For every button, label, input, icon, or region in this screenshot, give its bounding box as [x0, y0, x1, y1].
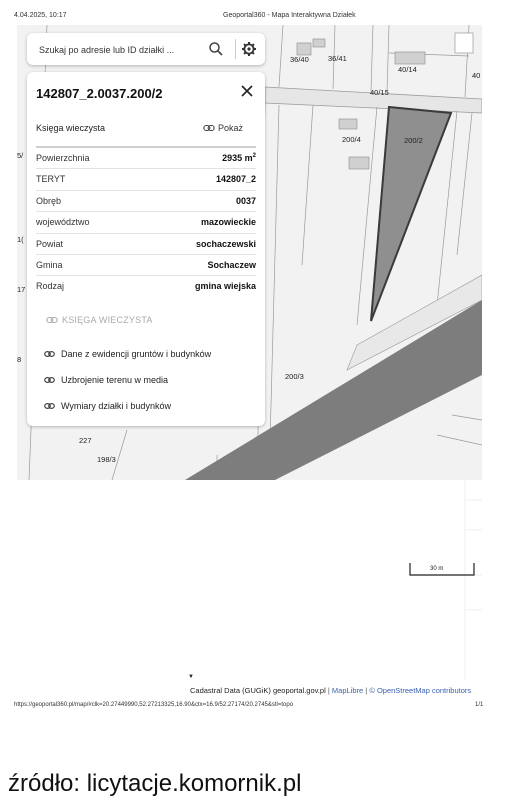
row-value: 142807_2: [215, 174, 256, 185]
parcel-label: 227: [79, 436, 92, 445]
row-label: Powierzchnia: [36, 153, 90, 163]
parcel-label: 198/3: [97, 455, 116, 464]
link-icon: [46, 316, 58, 324]
table-row: [36, 148, 256, 169]
table-row: [36, 234, 256, 255]
row-value: gmina wiejska: [194, 281, 256, 292]
row-value: 0037: [235, 195, 256, 206]
parcel-label: 36/40: [290, 55, 309, 64]
link-dimensions[interactable]: [44, 401, 171, 411]
parcel-label: 200/2: [404, 136, 423, 145]
scale-label: 30 m: [430, 566, 444, 572]
map-blank-area: [17, 480, 482, 680]
print-url: https://geoportal360.pl/map/#clk=20.27449990,52.27213325,16.90&ctx=16.9/52.27174/20.2745&stl=topo: [14, 702, 294, 708]
parcel-label: 40: [472, 71, 481, 80]
link-icon: [44, 350, 55, 358]
search-input[interactable]: [37, 39, 209, 61]
parcel-label: 40/15: [370, 88, 389, 97]
show-land-register-button[interactable]: [203, 122, 243, 134]
edge-label: 8: [17, 355, 22, 364]
link-label: Dane z ewidencji gruntów i budynków: [61, 349, 212, 359]
row-label: TERYT: [36, 174, 66, 185]
parcel-label: 200/3: [285, 372, 304, 381]
triangle-down-icon: ▼: [188, 674, 194, 680]
parcel-id-title: 142807_2.0037.200/2: [36, 86, 163, 101]
close-icon[interactable]: [240, 84, 254, 98]
link-land-records[interactable]: [44, 349, 211, 359]
row-label: Gmina: [36, 259, 63, 270]
table-row: [36, 212, 256, 233]
edge-label: 17: [17, 285, 26, 294]
row-label: Powiat: [36, 238, 64, 249]
print-title: Geoportal360 - Mapa Interaktywna Działek: [223, 12, 356, 19]
link-icon: [203, 124, 215, 132]
cadastral-attribution[interactable]: Cadastral Data (GUGiK) geoportal.gov.pl: [190, 686, 326, 695]
link-icon: [44, 402, 55, 410]
link-utilities[interactable]: [44, 375, 168, 385]
page-number: 1/1: [475, 702, 484, 708]
row-label: Rodzaj: [36, 281, 65, 292]
row-value: mazowieckie: [200, 217, 256, 228]
table-row: [36, 255, 256, 276]
attribution-separator: |: [327, 686, 330, 695]
land-register-button[interactable]: [46, 315, 153, 325]
area-value: 2935 m: [222, 153, 253, 163]
parcel-label: 36/41: [328, 54, 347, 63]
link-label: Uzbrojenie terenu w media: [61, 375, 169, 385]
link-label: Wymiary działki i budynków: [61, 401, 171, 411]
row-label: województwo: [36, 217, 90, 228]
maplibre-link[interactable]: MapLibre: [331, 686, 364, 695]
osm-link[interactable]: © OpenStreetMap contributors: [369, 686, 472, 695]
print-date: 4.04.2025, 10:17: [14, 12, 67, 19]
table-row: [36, 169, 256, 190]
attribution-separator: |: [365, 686, 368, 695]
parcel-label: 40/14: [398, 65, 417, 74]
search-bar: [27, 33, 265, 65]
parcel-attributes-table: [36, 148, 256, 298]
edge-label: 5/: [17, 151, 24, 160]
search-divider: [235, 39, 236, 59]
row-value: sochaczewski: [195, 238, 256, 249]
table-row: [36, 276, 256, 297]
show-label: Pokaż: [218, 123, 244, 133]
table-row: [36, 191, 256, 212]
map-attribution: [190, 686, 471, 695]
row-value: [222, 153, 256, 163]
gear-icon[interactable]: [240, 40, 258, 58]
land-register-button-label: KSIĘGA WIECZYSTA: [62, 315, 153, 325]
link-icon: [44, 376, 55, 384]
row-value: Sochaczew: [207, 259, 256, 270]
land-register-label: Księga wieczysta: [36, 123, 106, 133]
parcel-label: 200/4: [342, 135, 361, 144]
search-icon[interactable]: [207, 40, 225, 58]
print-header: [0, 12, 509, 26]
source-watermark: źródło: licytacje.komornik.pl: [8, 770, 302, 797]
edge-label: 1(: [17, 235, 24, 244]
area-unit-superscript: 2: [252, 153, 256, 159]
row-label: Obręb: [36, 195, 62, 206]
parcel-info-panel: [27, 72, 265, 426]
